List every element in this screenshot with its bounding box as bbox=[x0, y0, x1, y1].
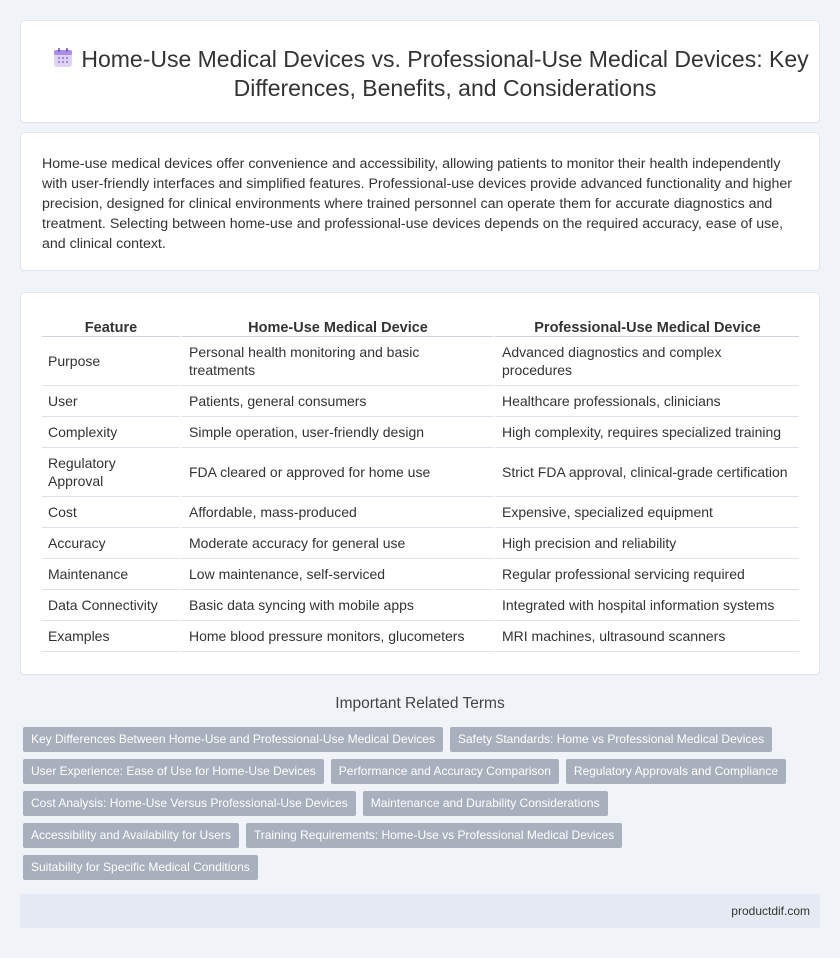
professional-use-cell: Regular professional servicing required bbox=[493, 559, 799, 590]
feature-cell: User bbox=[42, 386, 180, 417]
related-term-tag[interactable]: Regulatory Approvals and Compliance bbox=[566, 759, 786, 784]
related-terms-list bbox=[23, 727, 817, 880]
home-use-cell: Simple operation, user-friendly design bbox=[180, 417, 493, 448]
related-term-tag[interactable]: Safety Standards: Home vs Professional Medical Devices bbox=[450, 727, 772, 752]
feature-cell: Cost bbox=[42, 497, 180, 528]
table-row bbox=[42, 386, 799, 417]
professional-use-cell: High complexity, requires specialized training bbox=[493, 417, 799, 448]
page-title: Home-Use Medical Devices vs. Professional-Use Medical Devices: Key Differences, Benefits, and Considerations bbox=[81, 46, 809, 101]
related-term-tag[interactable]: Accessibility and Availability for Users bbox=[23, 823, 239, 848]
home-use-cell: FDA cleared or approved for home use bbox=[180, 448, 493, 497]
intro-card bbox=[20, 132, 820, 271]
home-use-cell: Moderate accuracy for general use bbox=[180, 528, 493, 559]
professional-use-cell: Expensive, specialized equipment bbox=[493, 497, 799, 528]
intro-paragraph: Home-use medical devices offer convenience and accessibility, allowing patients to monitor their health independently with user-friendly interfaces and simplified features. Professional-use devices provide advanced functionality and higher precision, designed for clinical environments where trained personnel can operate them for accurate diagnostics and treatment. Selecting between home-use and professional-use devices depends on the required accuracy, ease of use, and clinical context. bbox=[42, 156, 792, 252]
feature-cell: Examples bbox=[42, 621, 180, 652]
home-use-cell: Patients, general consumers bbox=[180, 386, 493, 417]
related-term-tag[interactable]: Performance and Accuracy Comparison bbox=[331, 759, 559, 784]
feature-cell: Maintenance bbox=[42, 559, 180, 590]
related-term-tag[interactable]: Training Requirements: Home-Use vs Professional Medical Devices bbox=[246, 823, 622, 848]
table-row bbox=[42, 528, 799, 559]
table-header-row bbox=[42, 315, 799, 337]
table-row bbox=[42, 559, 799, 590]
home-use-cell: Personal health monitoring and basic treatments bbox=[180, 337, 493, 386]
professional-use-cell: MRI machines, ultrasound scanners bbox=[493, 621, 799, 652]
related-term-tag[interactable]: Cost Analysis: Home-Use Versus Professional-Use Devices bbox=[23, 791, 356, 816]
feature-cell: Data Connectivity bbox=[42, 590, 180, 621]
home-use-cell: Basic data syncing with mobile apps bbox=[180, 590, 493, 621]
column-header-feature: Feature bbox=[42, 315, 180, 337]
professional-use-cell: Advanced diagnostics and complex procedures bbox=[493, 337, 799, 386]
column-header-professional-use: Professional-Use Medical Device bbox=[493, 315, 799, 337]
table-row bbox=[42, 337, 799, 386]
header-card bbox=[20, 20, 820, 123]
table-row bbox=[42, 448, 799, 497]
footer-bar bbox=[20, 894, 820, 928]
related-term-tag[interactable]: Suitability for Specific Medical Conditions bbox=[23, 855, 258, 880]
home-use-cell: Low maintenance, self-serviced bbox=[180, 559, 493, 590]
table-row bbox=[42, 590, 799, 621]
comparison-table-card bbox=[20, 292, 820, 675]
column-header-home-use: Home-Use Medical Device bbox=[180, 315, 493, 337]
feature-cell: Regulatory Approval bbox=[42, 448, 180, 497]
professional-use-cell: Strict FDA approval, clinical-grade certification bbox=[493, 448, 799, 497]
related-term-tag[interactable]: User Experience: Ease of Use for Home-Use Devices bbox=[23, 759, 324, 784]
feature-cell: Complexity bbox=[42, 417, 180, 448]
related-term-tag[interactable]: Maintenance and Durability Considerations bbox=[363, 791, 608, 816]
calendar-icon bbox=[51, 46, 75, 70]
feature-cell: Accuracy bbox=[42, 528, 180, 559]
home-use-cell: Home blood pressure monitors, glucometers bbox=[180, 621, 493, 652]
professional-use-cell: High precision and reliability bbox=[493, 528, 799, 559]
comparison-table bbox=[42, 315, 799, 652]
professional-use-cell: Integrated with hospital information systems bbox=[493, 590, 799, 621]
table-row bbox=[42, 621, 799, 652]
feature-cell: Purpose bbox=[42, 337, 180, 386]
related-term-tag[interactable]: Key Differences Between Home-Use and Professional-Use Medical Devices bbox=[23, 727, 443, 752]
site-name[interactable]: productdif.com bbox=[731, 904, 810, 918]
table-row bbox=[42, 497, 799, 528]
home-use-cell: Affordable, mass-produced bbox=[180, 497, 493, 528]
professional-use-cell: Healthcare professionals, clinicians bbox=[493, 386, 799, 417]
related-terms-title: Important Related Terms bbox=[335, 695, 505, 712]
table-row bbox=[42, 417, 799, 448]
